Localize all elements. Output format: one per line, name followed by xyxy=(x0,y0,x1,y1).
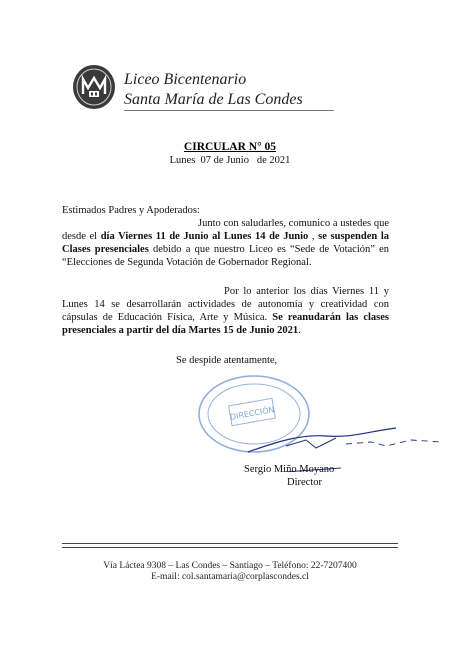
signer-role: Director xyxy=(287,477,322,488)
farewell: Se despide atentamente, xyxy=(176,355,278,366)
handwritten-signature xyxy=(246,412,446,472)
school-logo xyxy=(72,64,116,110)
school-name: Liceo Bicentenario xyxy=(124,71,247,88)
footer-email: E-mail: col.santamaria@corplascondes.cl xyxy=(151,572,309,582)
p1-intro: Junto con saludarles, comunico a ustedes que desde el xyxy=(62,218,389,242)
footer-divider-thin xyxy=(62,547,398,548)
school-location: Santa María de Las Condes xyxy=(124,91,303,108)
paragraph-suspension xyxy=(62,217,389,269)
footer-divider xyxy=(62,543,398,544)
p2-end: . xyxy=(298,325,301,336)
circular-title: CIRCULAR N° 05 xyxy=(183,141,277,153)
header-divider xyxy=(124,110,334,111)
stamp-text: DIRECCIÓN xyxy=(229,405,276,422)
p1-dates: día Viernes 11 de Junio al Lunes 14 de Junio xyxy=(100,231,309,242)
p2-text: Por lo anterior los días Viernes 11 y Lunes 14 se desarrollarán actividades de autonomía y creatividad con cápsulas de Educación Física, Arte y Música. xyxy=(62,286,389,323)
p2-resume: Se reanudarán las clases presenciales a partir del día Martes 15 de Junio 2021 xyxy=(62,312,389,336)
p1-mid: , xyxy=(308,231,319,242)
circular-date: Lunes 07 de Junio de 2021 xyxy=(169,155,291,166)
p1-suspension: se suspenden la Clases presenciales xyxy=(62,231,389,255)
p1-reason: debido a que nuestro Liceo es “Sede de Votación” en “Elecciones de Segunda Votación de Gobernador Regional. xyxy=(62,244,389,268)
footer-address: Vía Láctea 9308 – Las Condes – Santiago – Teléfono: 22-7207400 xyxy=(103,561,357,571)
greeting: Estimados Padres y Apoderados: xyxy=(62,205,200,216)
signer-name: Sergio Miño Moyano xyxy=(244,464,335,475)
paragraph-activities xyxy=(62,285,389,337)
